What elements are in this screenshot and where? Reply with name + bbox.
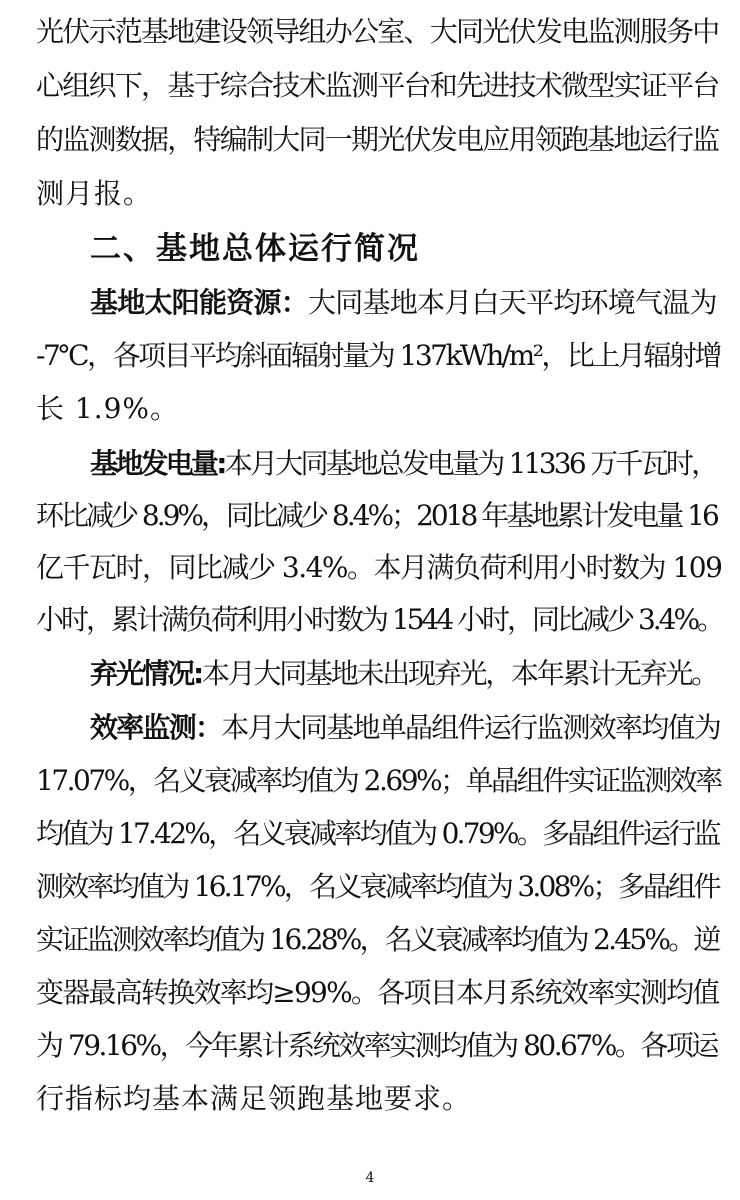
section-heading: 二、基地总体运行简况 xyxy=(90,231,420,267)
generation-paragraph-line-4: 小时，累计满负荷利用小时数为 1544 小时，同比减少 3.4%。 xyxy=(36,603,723,636)
efficiency-label: 效率监测： xyxy=(90,711,222,744)
efficiency-text-1: 本月大同基地单晶组件运行监测效率均值为 xyxy=(221,711,721,744)
generation-paragraph-line-3: 亿千瓦时，同比减少 3.4%。本月满负荷利用小时数为 109 xyxy=(36,551,722,584)
generation-label: 基地发电量: xyxy=(90,447,225,480)
efficiency-paragraph-line-5: 实证监测效率均值为 16.28%，名义衰减率均值为 2.45%。逆 xyxy=(36,923,719,956)
efficiency-paragraph-line-1 xyxy=(90,708,720,748)
intro-line-4: 测月报。 xyxy=(36,177,153,210)
page-number: 4 xyxy=(365,1170,375,1186)
intro-line-1: 光伏示范基地建设领导组办公室、大同光伏发电监测服务中 xyxy=(36,15,719,48)
efficiency-paragraph-line-7: 为 79.16%，今年累计系统效率实测均值为 80.67%。各项运 xyxy=(36,1029,717,1062)
solar-label: 基地太阳能资源： xyxy=(90,286,309,319)
generation-paragraph-line-2: 环比减少 8.9%，同比减少 8.4%；2018 年基地累计发电量 16 xyxy=(36,499,717,532)
efficiency-paragraph-line-8: 行指标均基本满足领跑基地要求。 xyxy=(36,1082,472,1115)
curtailment-label: 弃光情况: xyxy=(90,657,202,690)
efficiency-paragraph-line-4: 测效率均值为 16.17%，名义衰减率均值为 3.08%；多晶组件 xyxy=(36,870,719,903)
intro-line-3: 的监测数据，特编制大同一期光伏发电应用领跑基地运行监 xyxy=(36,123,719,156)
solar-paragraph-line-2: -7℃，各项目平均斜面辐射量为 137kWh/m²，比上月辐射增 xyxy=(36,339,720,372)
generation-paragraph-line-1 xyxy=(90,444,720,484)
intro-line-2: 心组织下，基于综合技术监测平台和先进技术微型实证平台 xyxy=(36,69,719,102)
generation-text-1: 本月大同基地总发电量为 11336 万千瓦时， xyxy=(224,447,717,480)
efficiency-paragraph-line-3: 均值为 17.42%，名义衰减率均值为 0.79%。多晶组件运行监 xyxy=(36,817,719,850)
efficiency-paragraph-line-6: 变器最高转换效率均≥99%。各项目本月系统效率实测均值 xyxy=(36,976,719,1009)
efficiency-paragraph-line-2: 17.07%，名义衰减率均值为 2.69%；单晶组件实证监测效率 xyxy=(36,764,721,797)
curtailment-paragraph-line-1 xyxy=(90,654,720,694)
solar-paragraph-line-3: 长 1.9%。 xyxy=(36,392,180,425)
solar-text-1: 大同基地本月白天平均环境气温为 xyxy=(308,286,717,319)
curtailment-text-1: 本月大同基地未出现弃光，本年累计无弃光。 xyxy=(201,657,717,690)
solar-paragraph-line-1 xyxy=(90,283,720,323)
